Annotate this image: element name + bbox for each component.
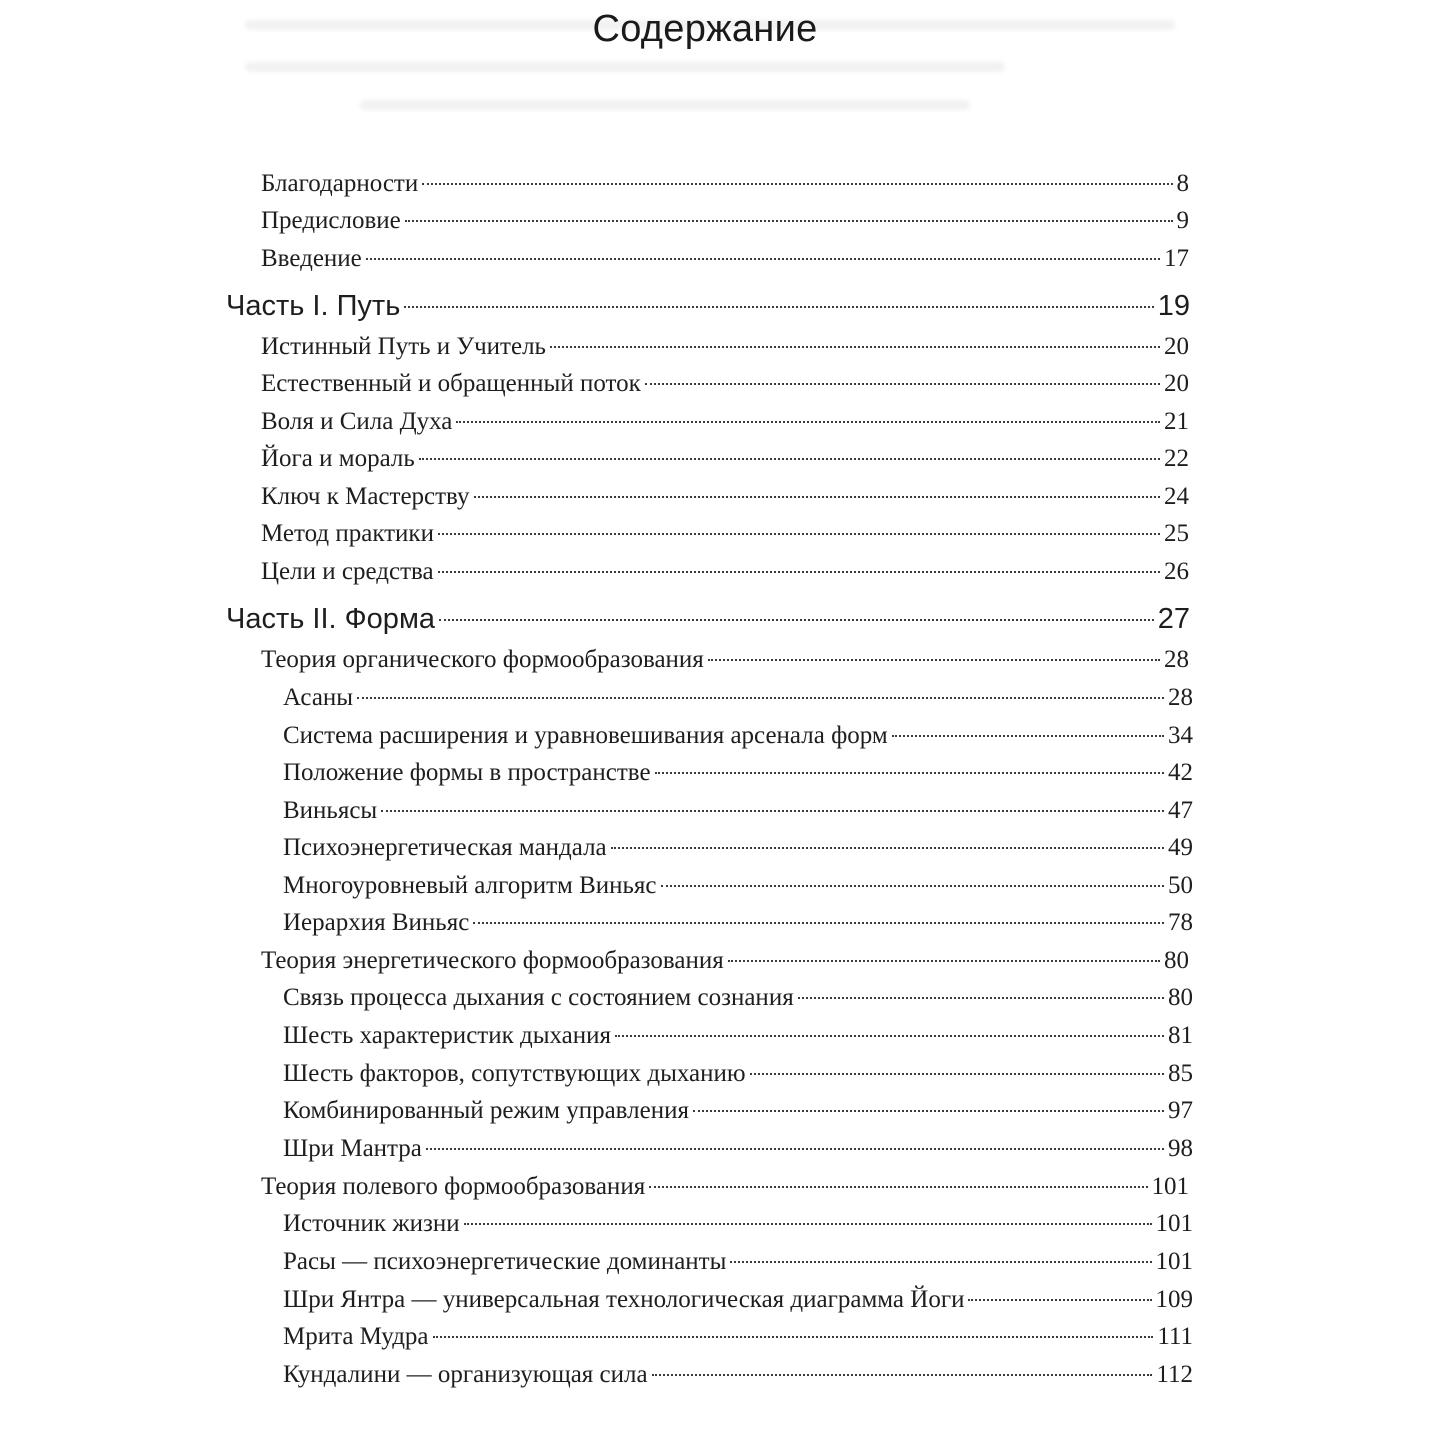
toc-page-number: 80: [1164, 947, 1189, 974]
dot-leader: [357, 697, 1164, 699]
toc-page-number: 24: [1164, 483, 1189, 510]
toc-page-number: 28: [1168, 684, 1193, 711]
toc-page-number: 25: [1164, 520, 1189, 547]
toc-subentry[interactable]: [283, 1248, 1193, 1276]
toc-page-number: 97: [1168, 1097, 1193, 1124]
toc-page-number: 47: [1168, 797, 1193, 824]
dot-leader: [645, 383, 1160, 385]
toc-entry-label: Связь процесса дыхания с состоянием сознания: [283, 984, 794, 1011]
toc-page-number: 19: [1157, 290, 1190, 322]
toc-page-number: 17: [1164, 245, 1189, 272]
toc-page-number: 81: [1168, 1022, 1193, 1049]
toc-page-number: 78: [1168, 909, 1193, 936]
toc-entry-introduction[interactable]: [261, 245, 1189, 273]
toc-entry-label: Шри Мантра: [283, 1135, 422, 1162]
toc-entry-preface[interactable]: [261, 207, 1189, 235]
dot-leader: [438, 533, 1160, 535]
toc-entry-label: Ключ к Мастерству: [261, 483, 470, 510]
toc-page-number: 34: [1168, 722, 1193, 749]
toc-page-number: 21: [1164, 408, 1189, 435]
dot-leader: [750, 1073, 1164, 1075]
dot-leader: [464, 1223, 1152, 1225]
dot-leader: [404, 306, 1153, 308]
toc-page-number: 49: [1168, 834, 1193, 861]
toc-entry-label: Мрита Мудра: [283, 1323, 429, 1350]
toc-page-number: 109: [1155, 1286, 1193, 1313]
dot-leader: [611, 847, 1164, 849]
toc-subentry[interactable]: [283, 1210, 1193, 1238]
dot-leader: [730, 1261, 1151, 1263]
toc-page-number: 50: [1168, 872, 1193, 899]
toc-entry-label: Психоэнергетическая мандала: [283, 834, 607, 861]
toc-entry-label: Шесть характеристик дыхания: [283, 1022, 612, 1049]
toc-entry-label: Иерархия Виньяс: [283, 909, 470, 936]
toc-entry-label: Воля и Сила Духа: [261, 408, 453, 435]
dot-leader: [433, 1336, 1154, 1338]
toc-page-number: 112: [1156, 1361, 1193, 1388]
toc-entry-label: Источник жизни: [283, 1210, 460, 1237]
dot-leader: [419, 458, 1160, 460]
toc-entry-label: Естественный и обращенный поток: [261, 370, 641, 397]
toc-page-number: 27: [1157, 603, 1190, 635]
toc-subentry[interactable]: [283, 834, 1193, 862]
toc-entry-label: Предисловие: [261, 207, 401, 234]
dot-leader: [473, 922, 1164, 924]
toc-page-number: 101: [1151, 1173, 1189, 1200]
dot-leader: [892, 735, 1164, 737]
toc-part-label: Часть II. Форма: [226, 603, 436, 635]
toc-entry[interactable]: [261, 370, 1189, 398]
toc-entry-label: Комбинированный режим управления: [283, 1097, 689, 1124]
toc-entry[interactable]: [261, 483, 1189, 511]
toc-page-number: 9: [1176, 207, 1189, 234]
toc-page-number: 26: [1164, 558, 1189, 585]
toc-subentry[interactable]: [283, 1286, 1193, 1314]
toc-subentry[interactable]: [283, 797, 1193, 825]
toc-page-number: 101: [1155, 1210, 1193, 1237]
toc-entry-label: Благодарности: [261, 170, 419, 197]
toc-entry-label: Асаны: [283, 684, 354, 711]
toc-subentry[interactable]: [283, 1022, 1193, 1050]
toc-entry-label: Виньясы: [283, 797, 378, 824]
toc-entry-label: Система расширения и уравновешивания арсенала форм: [283, 722, 888, 749]
toc-entry[interactable]: [261, 408, 1189, 436]
dot-leader: [405, 220, 1173, 222]
toc-page-number: 28: [1164, 646, 1189, 673]
toc-part-label: Часть I. Путь: [226, 290, 401, 322]
toc-part-1[interactable]: [226, 290, 1190, 323]
toc-page-number: 85: [1168, 1060, 1193, 1087]
toc-section-label: Теория полевого формообразования: [261, 1173, 646, 1200]
dot-leader: [474, 496, 1160, 498]
toc-subentry[interactable]: [283, 1361, 1193, 1389]
dot-leader: [798, 997, 1164, 999]
dot-leader: [381, 810, 1164, 812]
dot-leader: [438, 571, 1160, 573]
toc-section[interactable]: [261, 947, 1189, 975]
dot-leader: [439, 619, 1154, 621]
toc-page-number: 101: [1155, 1248, 1193, 1275]
toc-subentry[interactable]: [283, 872, 1193, 900]
dot-leader: [550, 346, 1160, 348]
toc-section[interactable]: [261, 1173, 1189, 1201]
toc-page-number: 20: [1164, 333, 1189, 360]
dot-leader: [655, 772, 1164, 774]
toc-entry-label: Положение формы в пространстве: [283, 759, 651, 786]
dot-leader: [652, 1374, 1153, 1376]
dot-leader: [649, 1186, 1147, 1188]
toc-entry-label: Расы — психоэнергетические доминанты: [283, 1248, 727, 1275]
dot-leader: [728, 960, 1160, 962]
dot-leader: [968, 1299, 1151, 1301]
dot-leader: [708, 659, 1160, 661]
toc-subentry[interactable]: [283, 1135, 1193, 1163]
dot-leader: [693, 1110, 1164, 1112]
toc-section-label: Теория энергетического формообразования: [261, 947, 724, 974]
toc-subentry[interactable]: [283, 1097, 1193, 1125]
toc-subentry[interactable]: [283, 1323, 1193, 1351]
toc-subentry[interactable]: [283, 909, 1193, 937]
toc-page-number: 98: [1168, 1135, 1193, 1162]
toc-entry-label: Введение: [261, 245, 362, 272]
dot-leader: [456, 421, 1160, 423]
toc-page-number: 20: [1164, 370, 1189, 397]
toc-page-number: 80: [1168, 984, 1193, 1011]
toc-subentry[interactable]: [283, 759, 1193, 787]
dot-leader: [615, 1035, 1164, 1037]
toc-entry-label: Йога и мораль: [261, 445, 415, 472]
toc-entry-label: Кундалини — организующая сила: [283, 1361, 648, 1388]
dot-leader: [661, 885, 1164, 887]
toc-section-label: Теория органического формообразования: [261, 646, 704, 673]
dot-leader: [426, 1148, 1164, 1150]
toc-page-number: 22: [1164, 445, 1189, 472]
toc-entry-label: Цели и средства: [261, 558, 434, 585]
toc-subentry[interactable]: [283, 1060, 1193, 1088]
toc-entry[interactable]: [261, 333, 1189, 361]
dot-leader: [422, 183, 1172, 185]
toc-page-number: 111: [1157, 1323, 1193, 1350]
toc-entry-label: Метод практики: [261, 520, 434, 547]
toc-entry[interactable]: [261, 445, 1189, 473]
page-title: Содержание: [592, 8, 818, 50]
toc-entry-label: Многоуровневый алгоритм Виньяс: [283, 872, 657, 899]
toc-subentry[interactable]: [283, 984, 1193, 1012]
toc-page-number: 8: [1176, 170, 1189, 197]
toc-entry-label: Шри Янтра — универсальная технологическая диаграмма Йоги: [283, 1286, 965, 1313]
toc-section[interactable]: [261, 646, 1189, 674]
toc-entry[interactable]: [261, 520, 1189, 548]
dot-leader: [366, 258, 1160, 260]
toc-subentry[interactable]: [283, 722, 1193, 750]
toc-subentry[interactable]: [283, 684, 1193, 712]
toc-entry-acknowledgements[interactable]: [261, 170, 1189, 198]
toc-entry-label: Шесть факторов, сопутствующих дыханию: [283, 1060, 746, 1087]
toc-entry[interactable]: [261, 558, 1189, 586]
toc-page-number: 42: [1168, 759, 1193, 786]
toc-entry-label: Истинный Путь и Учитель: [261, 333, 546, 360]
toc-part-2[interactable]: [226, 603, 1190, 636]
